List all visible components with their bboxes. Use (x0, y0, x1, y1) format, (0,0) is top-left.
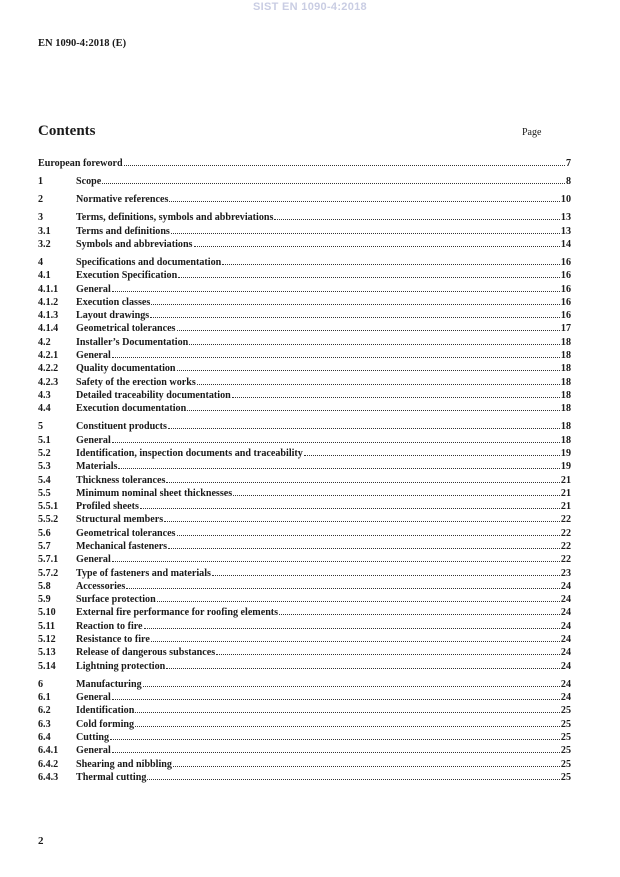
toc-entry[interactable] (38, 678, 571, 691)
toc-entry-number: 5.10 (38, 607, 56, 619)
toc-entry-title: Minimum nominal sheet thicknesses (76, 487, 233, 499)
toc-entry[interactable] (38, 376, 571, 389)
toc-group (38, 420, 571, 673)
toc-dot-leader (166, 668, 560, 669)
toc-entry-number: 5.7.2 (38, 567, 59, 579)
toc-entry[interactable] (38, 362, 571, 375)
toc-entry-number: 4.4 (38, 403, 51, 415)
toc-entry-title: External fire performance for roofing elements (76, 607, 279, 619)
toc-entry-title: Constituent products (76, 421, 167, 433)
toc-entry-page: 22 (560, 514, 571, 526)
toc-entry-page: 13 (560, 225, 571, 237)
toc-entry-page: 22 (560, 541, 571, 552)
toc-entry[interactable] (38, 389, 571, 402)
toc-entry-title: Installer’s Documentation (76, 336, 189, 348)
toc-entry-number: 6.3 (38, 718, 51, 730)
toc-entry-page: 21 (560, 501, 571, 513)
toc-entry-page: 8 (565, 176, 571, 188)
toc-entry-title: Scope (76, 176, 102, 188)
toc-entry[interactable] (38, 527, 571, 540)
toc-entry-page: 25 (560, 731, 571, 743)
toc-entry-number: 1 (38, 176, 44, 188)
toc-dot-leader (171, 233, 560, 234)
toc-dot-leader (112, 752, 560, 753)
toc-entry-title: Normative references (76, 194, 169, 206)
toc-entry[interactable] (38, 474, 571, 487)
toc-entry-page: 18 (560, 434, 571, 446)
toc-entry-number: 4.1.1 (38, 283, 59, 295)
toc-entry[interactable] (38, 553, 571, 566)
watermark: SIST EN 1090-4:2018 (253, 1, 367, 13)
toc-dot-leader (178, 277, 560, 278)
toc-entry-number: 4.2.1 (38, 350, 59, 362)
toc-entry[interactable] (38, 758, 571, 771)
toc-entry-title: Safety of the erection works (76, 376, 196, 388)
toc-entry-number: 6.4.3 (38, 771, 59, 783)
footer-page-number: 2 (38, 835, 44, 847)
toc-dot-leader (177, 330, 560, 331)
toc-entry-page: 18 (560, 421, 571, 433)
contents-heading: Contents (38, 123, 96, 139)
toc-entry[interactable] (38, 269, 571, 282)
toc-entry-number: 6 (38, 678, 44, 690)
toc-dot-leader (169, 201, 560, 202)
toc-entry-page: 21 (560, 474, 571, 486)
toc-dot-leader (112, 291, 560, 292)
toc-entry[interactable] (38, 487, 571, 500)
toc-dot-leader (140, 508, 560, 509)
toc-entry-number: 5.12 (38, 634, 56, 646)
toc-entry-page: 24 (560, 607, 571, 619)
toc-entry-page: 24 (560, 580, 571, 592)
toc-entry-page: 25 (560, 718, 571, 730)
toc-dot-leader (222, 264, 560, 265)
toc-entry[interactable] (38, 447, 571, 460)
toc-entry-title: Detailed traceability documentation (76, 389, 231, 401)
toc-entry-number: 5.5.2 (38, 514, 59, 526)
toc-entry-title: Quality documentation (76, 363, 176, 375)
toc-entry-number: 5.4 (38, 474, 51, 486)
toc-entry-title: Reaction to fire (76, 620, 143, 632)
toc-entry-number: 5.13 (38, 647, 56, 659)
toc-entry-title: General (76, 692, 111, 704)
toc-group (38, 157, 571, 170)
toc-dot-leader (274, 219, 559, 220)
toc-entry-title: Profiled sheets (76, 501, 139, 513)
toc-entry-page: 24 (560, 634, 571, 646)
toc-dot-leader (168, 428, 560, 429)
toc-entry-title: Thickness tolerances (76, 474, 166, 486)
toc-entry-title: Symbols and abbreviations (76, 238, 193, 250)
toc-entry[interactable] (38, 157, 571, 170)
toc-entry[interactable] (38, 731, 571, 744)
toc-entry[interactable] (38, 646, 571, 659)
toc-dot-leader (197, 384, 560, 385)
toc-entry-page: 19 (560, 447, 571, 459)
toc-entry-title: Lightning protection (76, 660, 166, 672)
toc-entry[interactable] (38, 322, 571, 335)
toc-entry-number: 6.4.2 (38, 758, 59, 770)
toc-entry-number: 5.6 (38, 527, 51, 539)
toc-entry-page: 19 (560, 461, 571, 473)
toc-entry[interactable] (38, 606, 571, 619)
toc-dot-leader (112, 442, 560, 443)
toc-entry[interactable] (38, 211, 571, 224)
toc-entry[interactable] (38, 309, 571, 322)
toc-dot-leader (147, 779, 560, 780)
page-column-label: Page (522, 127, 542, 138)
toc-entry-title: Accessories (76, 580, 126, 592)
toc-entry-page: 24 (560, 620, 571, 632)
toc-entry-number: 5 (38, 421, 44, 433)
toc-dot-leader (150, 317, 560, 318)
toc-entry[interactable] (38, 296, 571, 309)
toc-entry-page: 16 (560, 283, 571, 295)
toc-entry[interactable] (38, 633, 571, 646)
toc-entry-title: General (76, 350, 111, 362)
toc-entry-title: Surface protection (76, 594, 156, 606)
toc-entry-title: European foreword (38, 158, 123, 169)
toc-entry-page: 16 (560, 256, 571, 268)
toc-entry-number: 3 (38, 212, 44, 224)
toc-entry-title: General (76, 554, 111, 566)
toc-dot-leader (124, 165, 565, 166)
toc-entry-number: 5.3 (38, 461, 51, 473)
toc-dot-leader (144, 628, 560, 629)
toc-dot-leader (189, 344, 560, 345)
toc-dot-leader (166, 482, 559, 483)
toc-entry-page: 25 (560, 758, 571, 770)
toc-entry[interactable] (38, 691, 571, 704)
toc-group (38, 678, 571, 784)
toc-dot-leader (112, 357, 560, 358)
toc-entry[interactable] (38, 420, 571, 433)
toc-dot-leader (110, 739, 560, 740)
toc-entry-number: 6.2 (38, 705, 51, 717)
toc-entry-page: 16 (560, 296, 571, 308)
toc-entry-number: 6.4 (38, 731, 51, 743)
toc-entry-page: 24 (560, 692, 571, 704)
toc-entry-page: 23 (560, 567, 571, 579)
toc-entry[interactable] (38, 540, 571, 553)
toc-entry-title: Materials (76, 461, 118, 473)
toc-entry-page: 22 (560, 554, 571, 566)
toc-dot-leader (118, 468, 559, 469)
toc-entry[interactable] (38, 434, 571, 447)
toc-dot-leader (112, 561, 560, 562)
toc-entry-page: 24 (560, 594, 571, 606)
toc-dot-leader (173, 766, 560, 767)
toc-entry-number: 5.5.1 (38, 501, 59, 513)
toc-entry[interactable] (38, 513, 571, 526)
toc-dot-leader (233, 495, 560, 496)
toc-entry-title: Structural members (76, 514, 164, 526)
toc-entry-page: 10 (560, 194, 571, 206)
toc-entry-number: 5.1 (38, 434, 51, 446)
toc-entry-page: 14 (560, 238, 571, 250)
toc-entry-page: 24 (560, 660, 571, 672)
toc-entry-title: General (76, 745, 111, 757)
toc-entry-title: Geometrical tolerances (76, 323, 176, 335)
toc-entry-number: 6.4.1 (38, 745, 59, 757)
toc-dot-leader (187, 410, 560, 411)
toc-entry-number: 4.1 (38, 270, 51, 282)
toc-dot-leader (164, 521, 560, 522)
toc-entry-title: Layout drawings (76, 310, 150, 322)
toc-entry[interactable] (38, 256, 571, 269)
toc-entry-title: Terms and definitions (76, 225, 170, 237)
toc-entry-title: Resistance to fire (76, 634, 150, 646)
toc-entry-title: Mechanical fasteners (76, 541, 168, 552)
toc-dot-leader (151, 641, 560, 642)
toc-entry-title: Specifications and documentation (76, 256, 222, 268)
toc-entry-page: 18 (560, 376, 571, 388)
toc-dot-leader (135, 726, 560, 727)
toc-entry-number: 5.9 (38, 594, 51, 606)
toc-group (38, 211, 571, 251)
toc-dot-leader (135, 712, 560, 713)
toc-group (38, 175, 571, 188)
toc-entry-page: 18 (560, 389, 571, 401)
toc-entry-page: 18 (560, 350, 571, 362)
toc-entry-title: Release of dangerous substances (76, 647, 216, 659)
toc-entry-number: 5.11 (38, 620, 56, 632)
toc-entry-title: Execution documentation (76, 403, 187, 415)
table-of-contents (38, 157, 571, 789)
toc-entry-page: 18 (560, 336, 571, 348)
toc-entry-title: Shearing and nibbling (76, 758, 172, 770)
toc-dot-leader (232, 397, 560, 398)
toc-entry[interactable] (38, 704, 571, 717)
toc-entry[interactable] (38, 567, 571, 580)
toc-dot-leader (279, 614, 560, 615)
toc-entry-page: 16 (560, 270, 571, 282)
toc-entry-page: 24 (560, 678, 571, 690)
toc-entry-number: 5.7.1 (38, 554, 59, 566)
toc-dot-leader (151, 304, 560, 305)
toc-dot-leader (212, 575, 560, 576)
toc-entry-page: 16 (560, 310, 571, 322)
toc-entry-page: 13 (560, 212, 571, 224)
toc-entry-title: Identification, inspection documents and traceability (76, 447, 303, 459)
toc-entry-number: 5.5 (38, 487, 51, 499)
toc-entry-title: Execution classes (76, 296, 151, 308)
toc-entry[interactable] (38, 718, 571, 731)
toc-dot-leader (304, 455, 560, 456)
toc-entry[interactable] (38, 283, 571, 296)
toc-entry-title: Identification (76, 705, 135, 717)
toc-dot-leader (177, 535, 560, 536)
toc-dot-leader (194, 246, 560, 247)
toc-dot-leader (168, 548, 560, 549)
toc-entry-title: Execution Specification (76, 270, 178, 282)
toc-entry-page: 7 (565, 158, 571, 169)
toc-entry-page: 25 (560, 705, 571, 717)
toc-entry[interactable] (38, 225, 571, 238)
toc-entry[interactable] (38, 460, 571, 473)
toc-entry-number: 3.2 (38, 238, 51, 250)
toc-entry-number: 4.1.4 (38, 323, 59, 335)
toc-entry-page: 25 (560, 771, 571, 783)
toc-entry[interactable] (38, 744, 571, 757)
document-id: EN 1090-4:2018 (E) (38, 38, 127, 49)
toc-entry[interactable] (38, 349, 571, 362)
toc-dot-leader (112, 699, 560, 700)
toc-entry[interactable] (38, 238, 571, 251)
toc-entry-title: Cutting (76, 731, 110, 743)
toc-entry-page: 18 (560, 403, 571, 415)
toc-entry-page: 24 (560, 647, 571, 659)
toc-group (38, 256, 571, 416)
toc-entry-number: 4.1.2 (38, 296, 59, 308)
toc-entry[interactable] (38, 193, 571, 206)
toc-entry-title: Terms, definitions, symbols and abbreviations (76, 212, 274, 224)
toc-entry-number: 3.1 (38, 225, 51, 237)
toc-entry-page: 18 (560, 363, 571, 375)
toc-entry-page: 17 (560, 323, 571, 335)
toc-group (38, 193, 571, 206)
toc-entry[interactable] (38, 593, 571, 606)
toc-dot-leader (177, 370, 560, 371)
toc-entry-number: 4 (38, 256, 44, 268)
toc-dot-leader (143, 686, 560, 687)
toc-entry[interactable] (38, 175, 571, 188)
toc-dot-leader (216, 654, 560, 655)
toc-entry-title: Cold forming (76, 718, 135, 730)
toc-entry[interactable] (38, 580, 571, 593)
toc-dot-leader (126, 588, 560, 589)
toc-entry-title: General (76, 434, 111, 446)
toc-entry[interactable] (38, 402, 571, 415)
toc-entry[interactable] (38, 771, 571, 784)
toc-entry-title: Manufacturing (76, 678, 142, 690)
toc-entry-number: 2 (38, 194, 44, 206)
toc-entry[interactable] (38, 660, 571, 673)
toc-entry-number: 4.2.2 (38, 363, 59, 375)
toc-entry-number: 6.1 (38, 692, 51, 704)
toc-dot-leader (157, 601, 560, 602)
toc-entry-page: 22 (560, 527, 571, 539)
toc-entry-title: Thermal cutting (76, 771, 147, 783)
toc-entry[interactable] (38, 500, 571, 513)
toc-entry-page: 21 (560, 487, 571, 499)
toc-entry-number: 4.2.3 (38, 376, 59, 388)
toc-entry-title: General (76, 283, 111, 295)
toc-entry-number: 5.8 (38, 580, 51, 592)
toc-entry-number: 4.2 (38, 336, 51, 348)
toc-entry-number: 5.7 (38, 541, 51, 552)
toc-entry-number: 5.2 (38, 447, 51, 459)
toc-dot-leader (102, 183, 565, 184)
toc-entry-number: 5.14 (38, 660, 56, 672)
toc-entry-number: 4.1.3 (38, 310, 59, 322)
toc-entry-title: Geometrical tolerances (76, 527, 176, 539)
toc-entry-title: Type of fasteners and materials (76, 567, 211, 579)
toc-entry[interactable] (38, 336, 571, 349)
toc-entry-page: 25 (560, 745, 571, 757)
toc-entry-number: 4.3 (38, 389, 51, 401)
toc-entry[interactable] (38, 620, 571, 633)
